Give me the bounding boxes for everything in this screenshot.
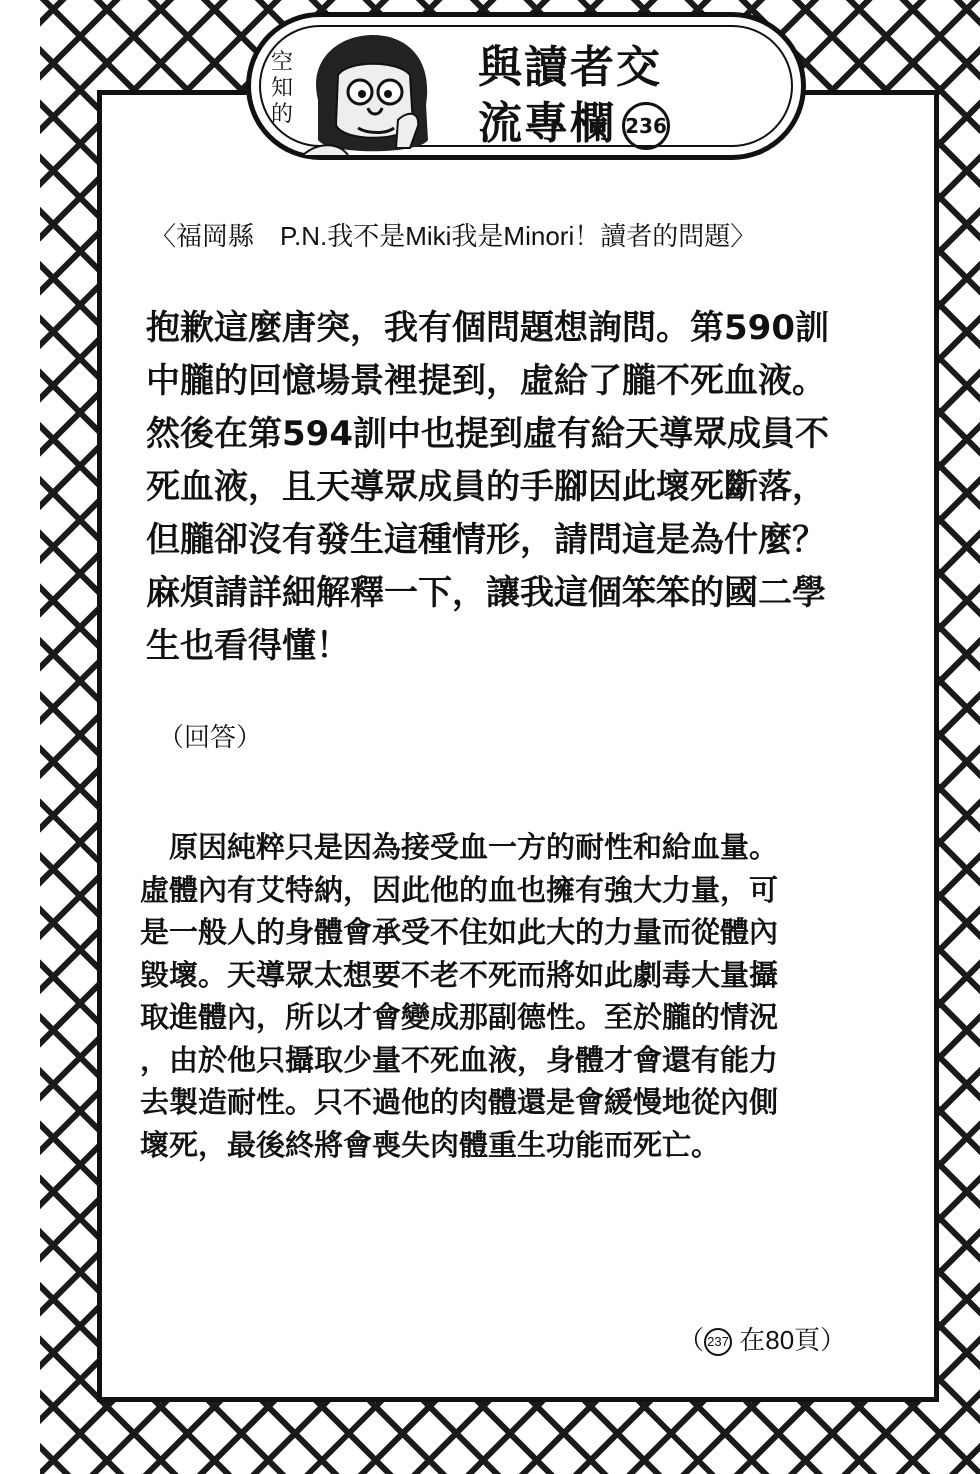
side-label-char: 空	[270, 50, 293, 75]
question-line: 抱歉這麼唐突，我有個問題想詢問。第590訓	[146, 308, 829, 348]
reader-question	[146, 302, 906, 673]
question-line: 麻煩請詳細解釋一下，讓我這個笨笨的國二學	[146, 573, 826, 613]
answer-line: 原因純粹只是因為接受血一方的耐性和給血量。	[140, 830, 779, 864]
author-answer	[140, 826, 900, 1166]
answer-label: （回答）	[158, 723, 263, 753]
page-margin	[0, 0, 40, 1474]
question-line: 中朧的回憶場景裡提到，虛給了朧不死血液。	[146, 361, 826, 401]
title-line-1: 與讀者交	[478, 42, 662, 93]
continued-open-paren: （	[678, 1325, 705, 1355]
header-side-label	[267, 50, 297, 128]
question-line: 死血液，且天導眾成員的手腳因此壞死斷落，	[146, 467, 826, 507]
issue-number-badge: 236	[622, 102, 670, 150]
side-label-char: 的	[270, 102, 293, 127]
continued-page-text: 在80頁）	[739, 1325, 847, 1355]
question-line: 但朧卻沒有發生這種情形，請問這是為什麼？	[146, 520, 826, 560]
answer-line: 是一般人的身體會承受不住如此大的力量而從體內	[140, 915, 779, 949]
question-line: 然後在第594訓中也提到虛有給天導眾成員不	[146, 414, 829, 454]
next-issue-badge: 237	[704, 1328, 732, 1356]
title-line-2-text: 流專欄	[478, 98, 616, 149]
title-line-2	[478, 96, 708, 152]
question-line: 生也看得懂！	[146, 626, 350, 666]
reader-source: 〈福岡縣 P.N.我不是Miki我是Minori！讀者的問題〉	[150, 221, 757, 251]
gorilla-mascot-icon	[298, 30, 448, 160]
answer-line: 取進體內，所以才會變成那副德性。至於朧的情況	[140, 1000, 779, 1034]
column-title	[478, 40, 708, 152]
answer-line: ，由於他只攝取少量不死血液，身體才會還有能力	[140, 1042, 779, 1077]
answer-line: 毀壞。天導眾太想要不老不死而將如此劇毒大量攝	[140, 957, 779, 992]
answer-line: 虛體內有艾特納，因此他的血也擁有強大力量，可	[140, 872, 779, 907]
side-label-char: 知	[270, 76, 293, 101]
answer-line: 去製造耐性。只不過他的肉體還是會緩慢地從內側	[140, 1085, 779, 1119]
continued-note	[678, 1322, 846, 1358]
answer-line: 壞死，最後終將會喪失肉體重生功能而死亡。	[140, 1127, 721, 1162]
